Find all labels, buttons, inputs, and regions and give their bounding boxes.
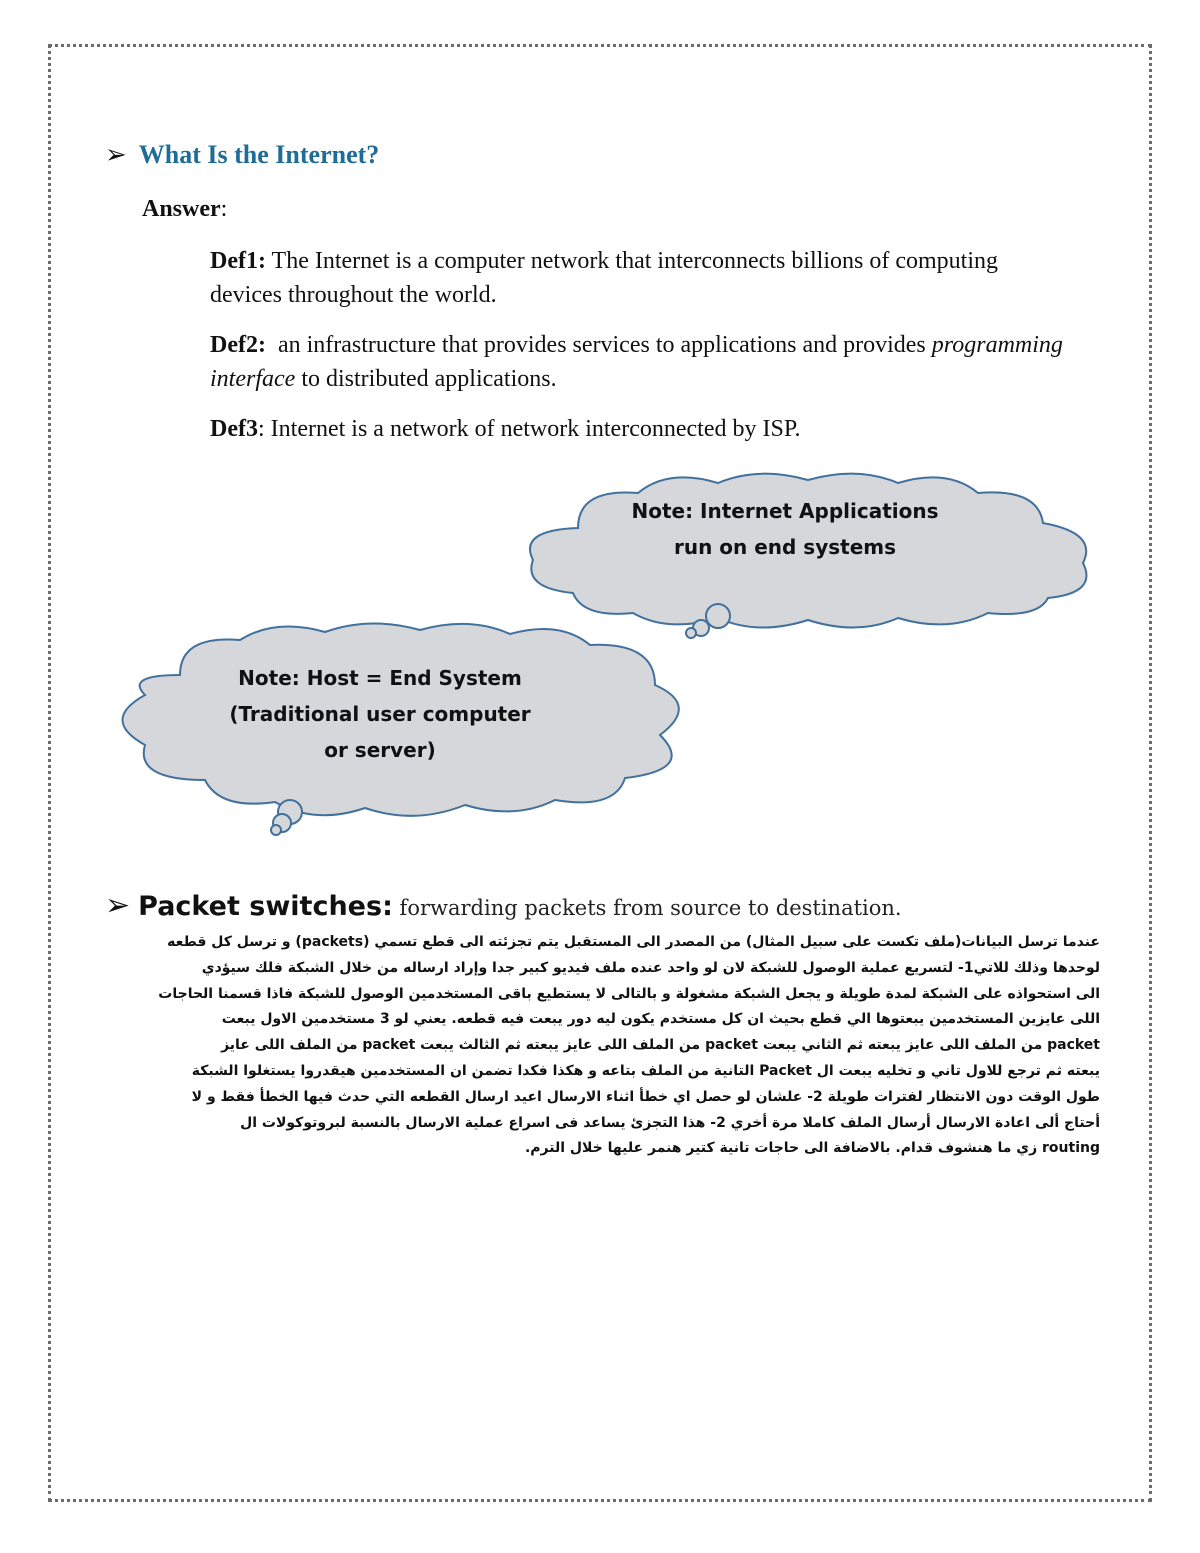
note-host-text: Note: Host = End System (Traditional user computer or server) [229, 666, 531, 762]
definition-1: Def1: The Internet is a computer network that interconnects billions of computing devices throughout the world. [210, 248, 999, 308]
answer-label: Answer: [142, 196, 228, 222]
section-heading-packet-switches: ➢ Packet switches: forwarding packets from source to destination. [105, 889, 902, 922]
definition-2: Def2: an infrastructure that provides services to applications and provides programming interface to distributed applications. [210, 332, 1063, 392]
note-apps-text: Note: Internet Applications run on end systems [631, 499, 939, 559]
arrow-bullet-icon: ➢ [105, 140, 127, 169]
definition-3: Def3: Internet is a network of network interconnected by ISP. [210, 416, 801, 442]
arrow-bullet-icon: ➢ [105, 889, 131, 922]
section-title: What Is the Internet? [138, 140, 380, 169]
section-heading-internet [105, 140, 379, 170]
arabic-explanation: عندما ترسل البيانات(ملف تكست على سبيل المثال) من المصدر الى المستقبل يتم تجزئته الى قطع تسمي (packets) و ترسل كل قطعه لوحدها وذلك للاتي1- لتسريع عملية الوصول للشبكة لان لو واحد عنده ملف فيديو كبير جدا وإراد ارساله من خلال الشبكة فلك سيؤدي الى استحواذه على الشبكة لمدة طويلة و يجعل الشبكة مشغولة و بالتالى لا يستطيع باقى المستخدمين الوصول للشبكة فاذا قسمنا الحاجات اللى عايزين المستخدمين يبعتوها الي قطع بحيث ان كل مستخدم يكون ليه دور يبعت فيه قطعه. يعني لو 3 مستخدمين الاول يبعت packet من الملف اللى عايز يبعته ثم الثاني يبعت packet من الملف اللى عايز يبعته ثم الثالث يبعت packet من الملف اللى عايز يبعته ثم ترجع للاول تاني و تخليه يبعت ال Packet التانية من الملف بتاعه و هكذا فكدا تضمن ان المستخدمين هيقدروا يستغلوا الشبكة طول الوقت دون الانتظار لفترات طويلة 2- علشان لو حصل اي خطأ اثناء الارسال اعيد ارسال القطعه التي حدث فيها الخطأ فقط و لا أحتاج ألى اعادة الارسال أرسال الملف كاملا مرة أخري 2- هذا التجزئ يساعد فى اسراع عملية الارسال بالنسبة لبروتوكولات ال routing زي ما هنشوف قدام. بالاضافة الى حاجات تانية كتير هنمر عليها خلال الترم. [158, 934, 1100, 1157]
